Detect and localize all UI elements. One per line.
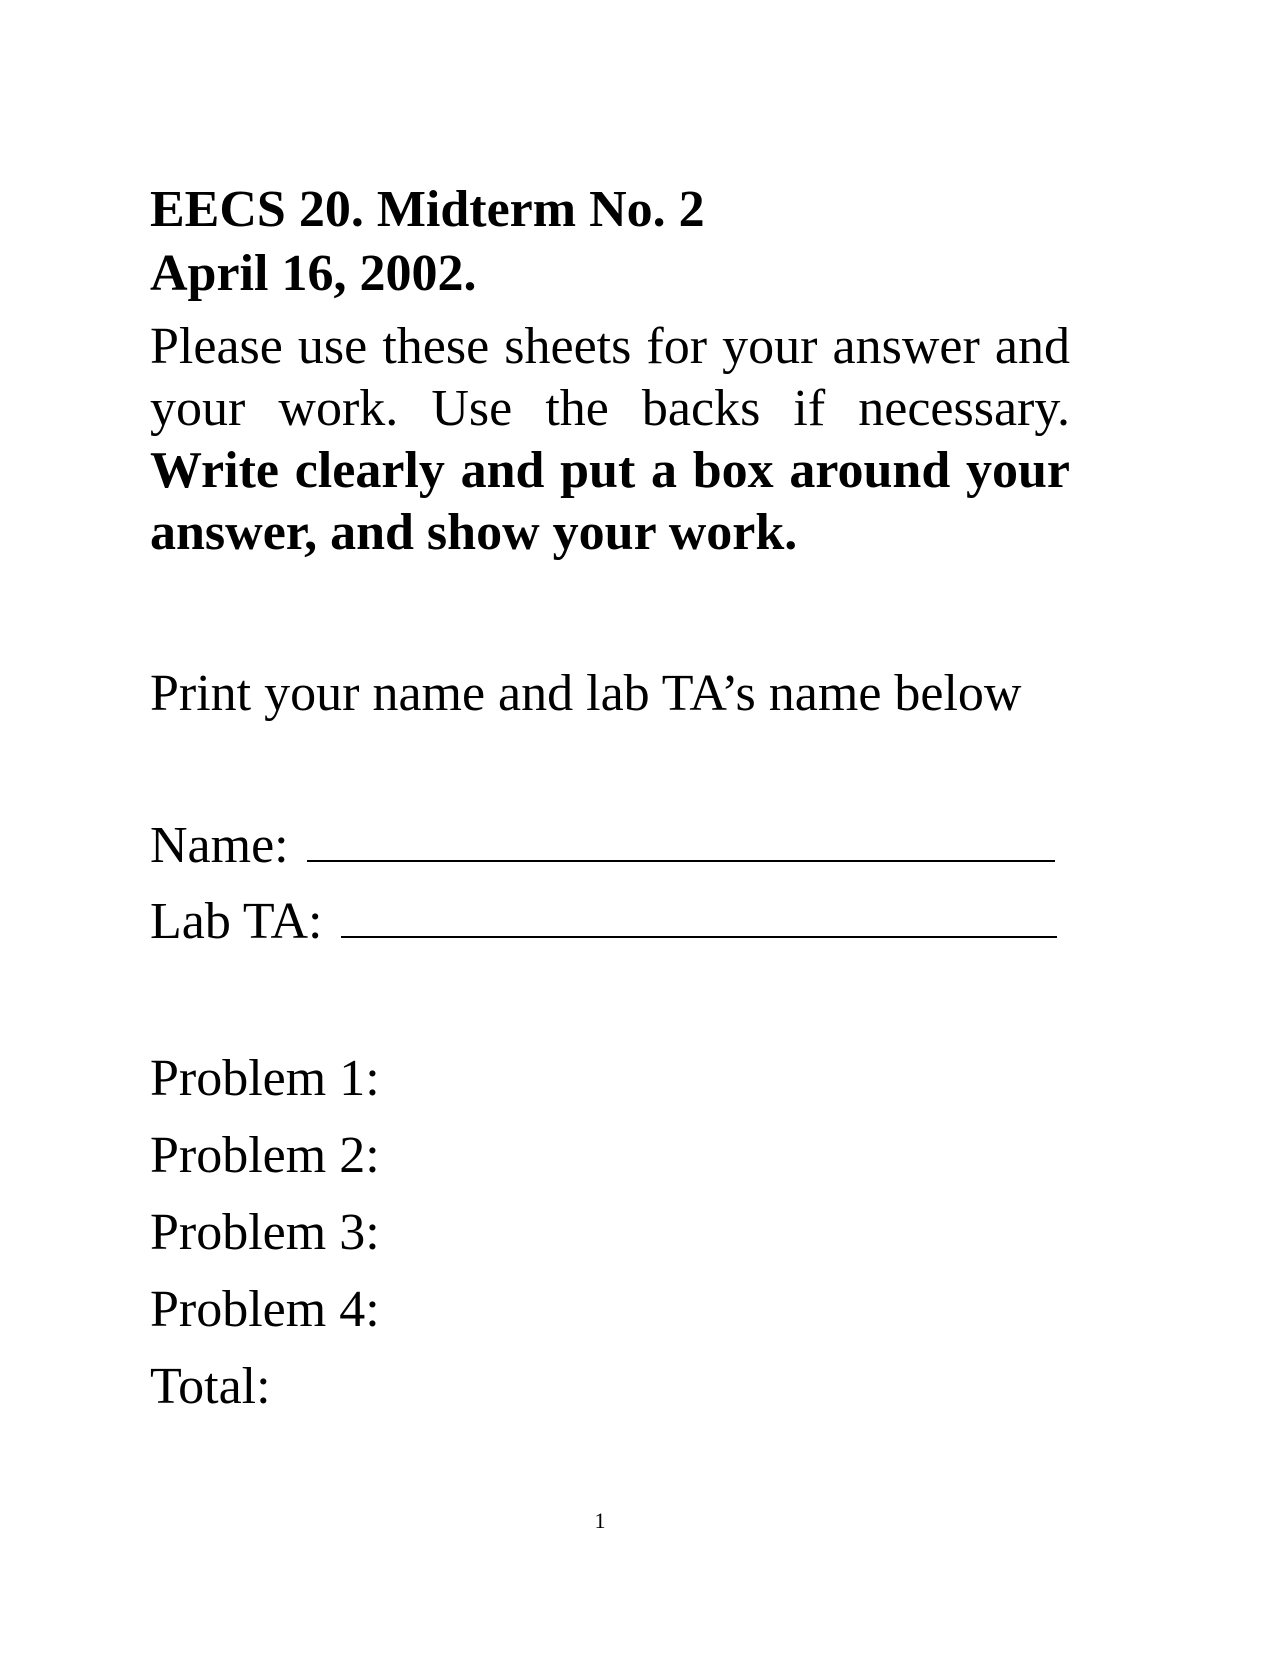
score-total: Total: <box>150 1358 271 1415</box>
exam-title <box>150 178 705 306</box>
exam-title-line: EECS 20. Midterm No. 2 <box>150 181 705 238</box>
lab-ta-field <box>150 890 1057 954</box>
instructions-paragraph <box>150 316 1070 564</box>
name-blank-line <box>307 859 1055 862</box>
name-label: Name: <box>150 817 289 874</box>
exam-date: April 16, 2002. <box>150 245 477 302</box>
score-problem-4: Problem 4: <box>150 1281 380 1338</box>
print-instruction: Print your name and lab TA’s name below <box>150 665 1022 722</box>
score-problem-1: Problem 1: <box>150 1050 380 1107</box>
lab-ta-blank-line <box>341 935 1057 938</box>
instructions-bold: Write clearly and put a box around your answer, and show your work. <box>150 442 1070 561</box>
instructions-plain: Please use these sheets for your answer and your work. Use the backs if necessary. <box>150 318 1070 437</box>
lab-ta-label: Lab TA: <box>150 893 323 950</box>
name-field <box>150 814 1055 878</box>
page-number: 1 <box>594 1508 606 1533</box>
score-problem-2: Problem 2: <box>150 1127 380 1184</box>
score-problem-3: Problem 3: <box>150 1204 380 1261</box>
score-list <box>150 1040 380 1425</box>
